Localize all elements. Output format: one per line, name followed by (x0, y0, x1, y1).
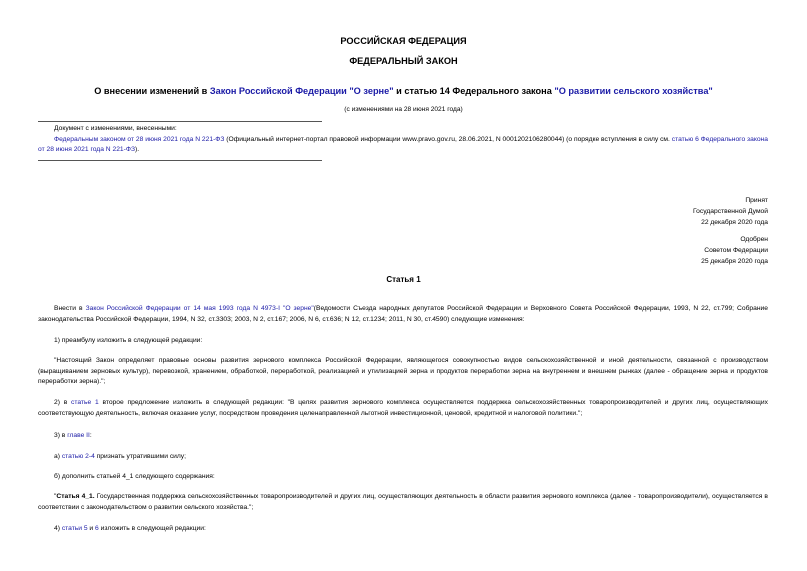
p9-start: 4) (54, 525, 62, 532)
agriculture-law-link[interactable]: "О развитии сельского хозяйства" (554, 86, 713, 96)
changes-intro: Документ с изменениями, внесенными: (54, 125, 177, 132)
p6-start: а) (54, 453, 62, 460)
paragraph-item-b: б) дополнить статьей 4_1 следующего содержания: (54, 473, 215, 480)
grain-law-1993-link[interactable]: Закон Российской Федерации от 14 мая 1993 года N 4973-I "О зерне" (85, 305, 314, 312)
law-type-heading: ФЕДЕРАЛЬНЫЙ ЗАКОН (349, 56, 458, 66)
p6-rest: признать утратившими силу; (94, 453, 187, 460)
paragraph-item-2 (38, 398, 768, 419)
p8-rest: Государственная поддержка сельскохозяйственных товаропроизводителей и других лиц, осуществляющих деятельность в области развития зернового комплекса (далее - товаропроизводители), осуществляется в соответствии с законодательством о развитии сельского хозяйства."; (38, 493, 768, 511)
law-title-mid: и статью 14 Федерального закона (393, 86, 555, 96)
article-6-law-221-link[interactable]: статью 6 Федерального закона от 28 июня 2021 года N 221-ФЗ (38, 135, 768, 153)
p4-start: 2) в (54, 399, 72, 406)
p5-rest: : (89, 432, 92, 439)
article-5-link[interactable]: статьи 5 (61, 525, 88, 532)
changes-source-text: (Официальный интернет-портал правовой информации www.pravo.gov.ru, 28.06.2021, N 0001202106280044) (о порядке вступления в силу см. (224, 135, 672, 143)
federal-law-221-link[interactable]: Федеральным законом от 28 июня 2021 года N 221-ФЗ (54, 135, 225, 143)
grain-law-link[interactable]: Закон Российской Федерации "О зерне" (209, 86, 394, 96)
law-title (0, 86, 807, 96)
p5-start: 3) в (54, 432, 68, 439)
paragraph-item-1: 1) преамбулу изложить в следующей редакции: (54, 337, 203, 344)
p9-mid: и (87, 525, 96, 532)
article-6-link[interactable]: 6 (95, 525, 99, 532)
paragraph-intro (38, 304, 768, 325)
approved-line1: Одобрен (740, 236, 768, 243)
law-title-prefix: О внесении изменений в (94, 86, 210, 96)
paragraph-preamble-text: "Настоящий Закон определяет правовые основы развития зернового комплекса Российской Федерации, являющегося совокупностью видов сельскохозяйственной и иной деятельности, связанной с производством (выращиванием зерновых культур), перевозкой, хранением, обработкой, переработкой, реализацией и утилизацией зерна и продуктов переработки зерна на внутреннем и внешнем рынках (далее - обращение зерна и продуктов переработки зерна)."; (38, 357, 768, 386)
country-heading: РОССИЙСКАЯ ФЕДЕРАЦИЯ (340, 36, 467, 46)
changes-end-text: ). (135, 146, 140, 153)
accepted-date: 22 декабря 2020 года (701, 219, 768, 226)
article-4-1-heading: Статья 4_1. (56, 493, 95, 500)
articles-2-4-link[interactable]: статью 2-4 (61, 453, 95, 460)
divider-bottom (38, 160, 322, 161)
approved-date: 25 декабря 2020 года (701, 258, 768, 265)
paragraph-item-a (38, 452, 768, 463)
paragraph-item-4 (38, 524, 768, 535)
paragraph-article-4-1 (38, 492, 768, 513)
p8-quote: " (54, 493, 57, 500)
changes-document-box (38, 124, 773, 156)
changes-note: (с изменениями на 28 июня 2021 года) (344, 106, 463, 113)
accepted-line2: Государственной Думой (693, 208, 768, 215)
article-title: Статья 1 (386, 275, 421, 284)
p9-rest: изложить в следующей редакции: (98, 525, 206, 532)
article-1-link[interactable]: статье 1 (71, 399, 99, 406)
accepted-block (693, 195, 768, 228)
approved-block (701, 234, 768, 267)
divider-top (38, 121, 322, 122)
p1-start: Внести в (54, 305, 86, 312)
paragraph-item-3 (38, 431, 768, 442)
accepted-line1: Принят (745, 197, 768, 204)
changes-details (38, 135, 773, 156)
p4-rest: второе предложение изложить в следующей редакции: "В целях развития зернового комплекса осуществляется поддержка сельскохозяйственных товаропроизводителей и других лиц, осуществляющих соответствующую деятельность, включая оказание услуг, посредством проведения целенаправленной льготной инвестиционной, ценовой, кредитной и налоговой политики."; (38, 399, 769, 417)
approved-line2: Советом Федерации (704, 247, 768, 254)
p1-rest: (Ведомости Съезда народных депутатов Российской Федерации и Верховного Совета Российской Федерации, 1993, N 22, ст.799; Собрание законодательства Российской Федерации, 1994, N 32, ст.3303; 2003, N 2, ст.167; 2006, N 6, ст.636; N 12, ст.1234; 2011, N 30, ст.4590) следующие изменения: (38, 305, 768, 323)
chapter-2-link[interactable]: главе II (67, 432, 90, 439)
